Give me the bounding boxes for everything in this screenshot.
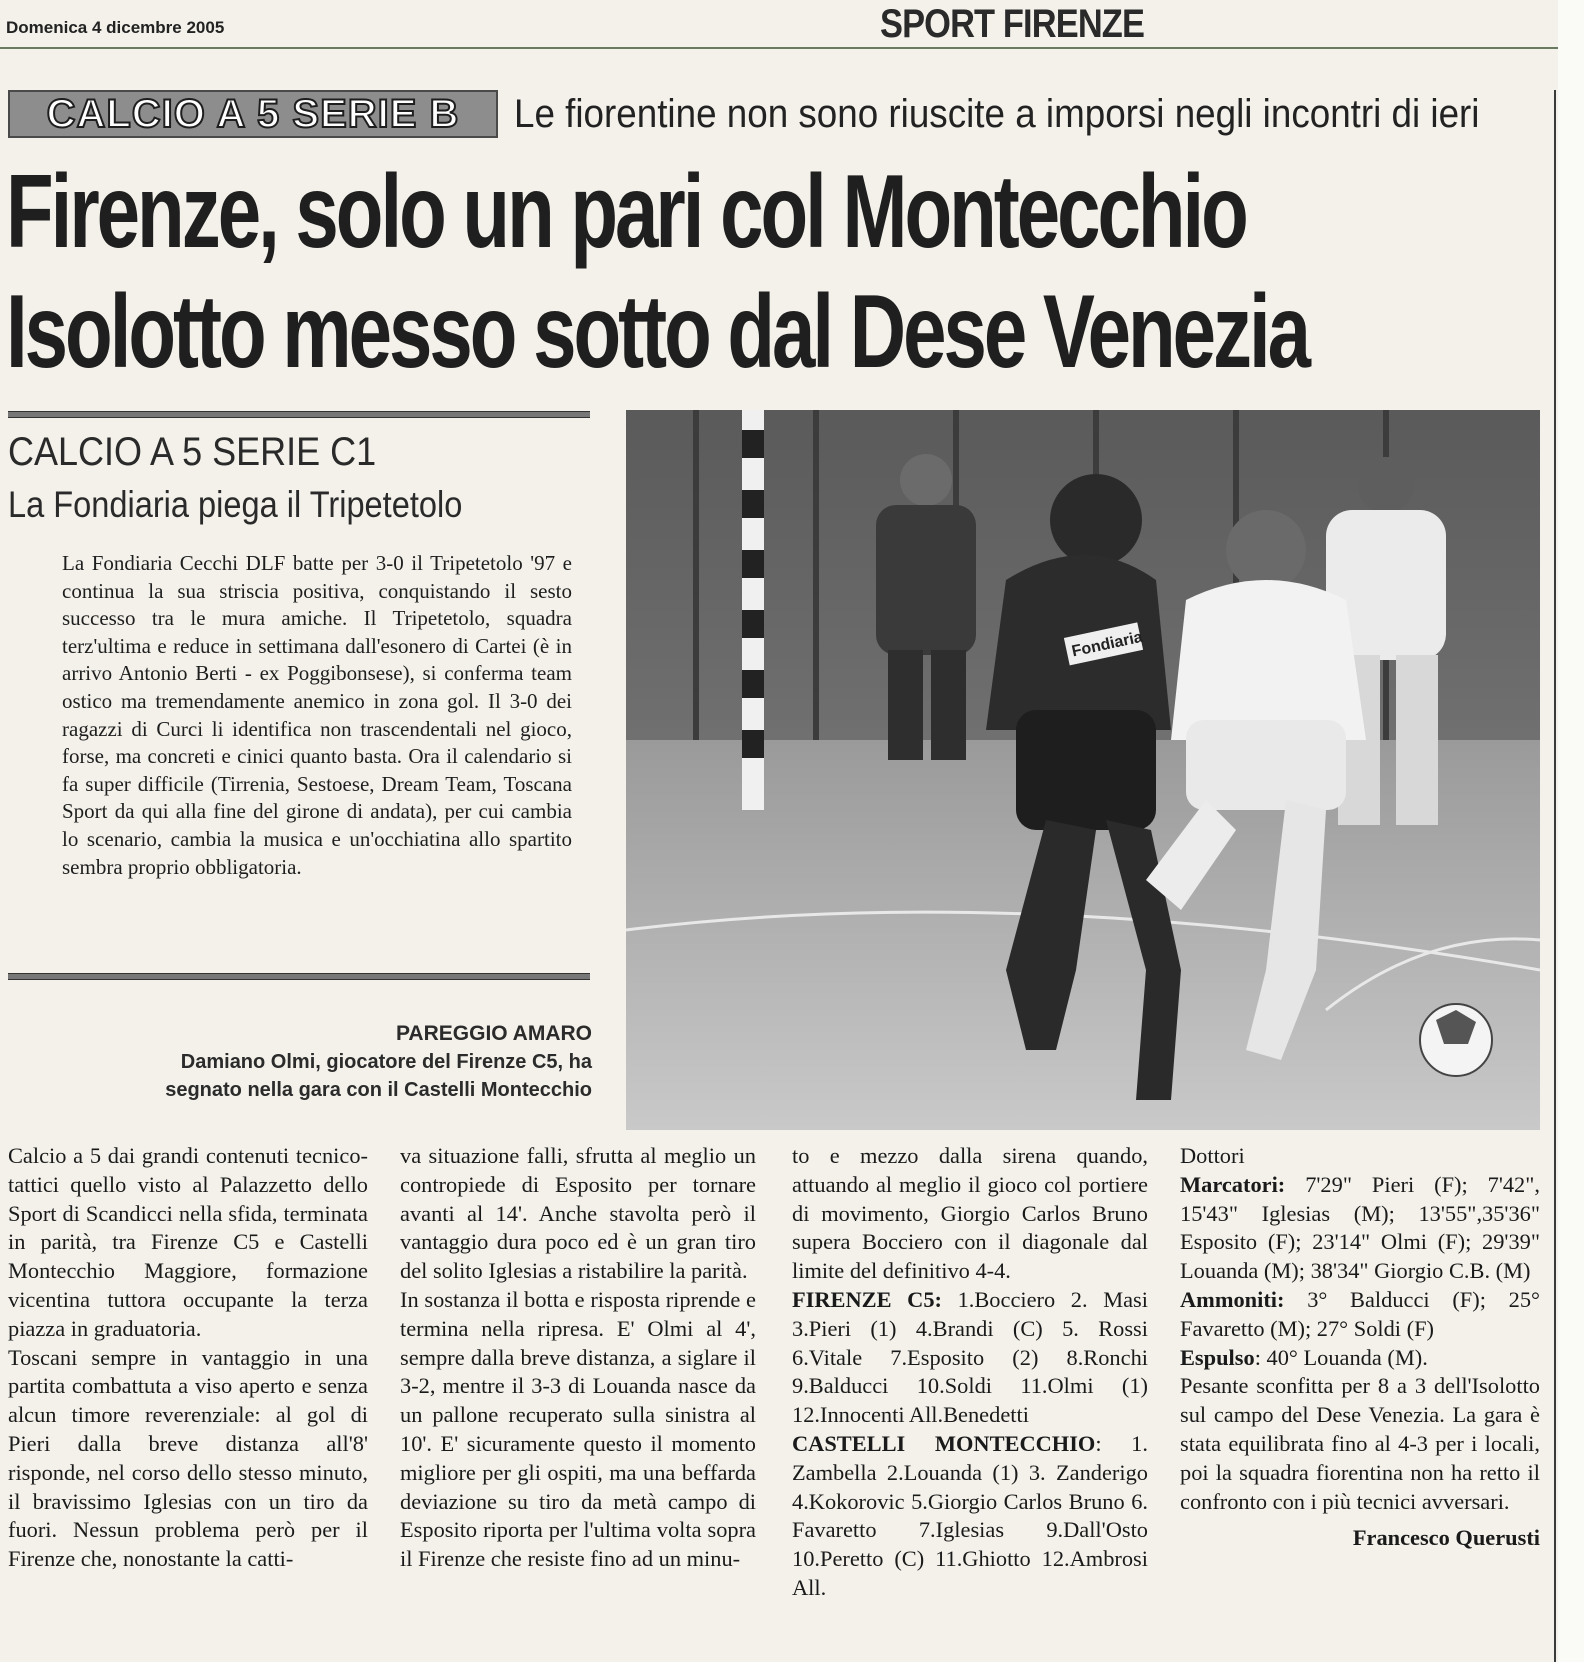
article-column-1 — [8, 1142, 368, 1574]
lineup-castelli-label: CASTELLI MONTECCHIO — [792, 1430, 1096, 1456]
bookings-label: Ammoniti: — [1180, 1286, 1285, 1312]
headline-line-2: Isolotto messo sotto dal Dese Venezia — [6, 274, 1309, 390]
side-article-kicker: CALCIO A 5 SERIE C1 — [8, 430, 377, 474]
article-paragraph: Calcio a 5 dai grandi contenuti tecnico-tattici quello visto al Palazzetto dello Sport di Scandicci nella sfida, terminata in parità, tra Firenze C5 e Castelli Montecchio Maggiore, formazione vicentina tuttora occupante la terza piazza in graduatoria. — [8, 1143, 368, 1341]
photo-caption — [100, 1020, 592, 1104]
article-paragraph: Toscani sempre in vantaggio in una partita combattuta a viso aperto e senza alcun timore reverenziale: al gol di Pieri dalla breve distanza all'8' risponde, nel corso dello stesso minuto, il bravissimo Iglesias con un tiro da fuori. Nessun problema però per il Firenze che, nonostante la catti- — [8, 1344, 368, 1572]
scorers-label: Marcatori: — [1180, 1171, 1286, 1197]
side-article-bottom-rule — [8, 973, 590, 980]
section-title: SPORT FIRENZE — [880, 2, 1145, 46]
jersey-text: Fondiaria — [1070, 628, 1145, 661]
page-margin — [1558, 0, 1584, 1662]
scorers-list: 7'29" Pieri (F); 7'42", 15'43" Iglesias (M); 13'55",35'36" Esposito (F); 23'14" Olmi (F); 29'39" Louanda (M); 38'34" Giorgio C.B. (M) — [1180, 1171, 1540, 1284]
byline: Francesco Querusti — [1352, 1525, 1540, 1551]
lineup-firenze-players: 1.Bocciero 2. Masi 3.Pieri (1) 4.Brandi (C) 5. Rossi 6.Vitale 7.Esposito (2) 8.Ronchi 9.Balducci 10.Soldi 11.Olmi (1) 12.Innocenti All.Benedetti — [792, 1286, 1148, 1428]
sending-off-label: Espulso — [1180, 1344, 1255, 1370]
sending-off — [1180, 1344, 1540, 1373]
kicker-box — [8, 90, 498, 138]
side-article-body: La Fondiaria Cecchi DLF batte per 3-0 il Tripetetolo '97 e continua la sua striscia positiva, conquistando il sesto successo tra le mura amiche. Il Tripetetolo, squadra terz'ultima e reduce in settimana dall'esonero di Cartei (è in arrivo Antonio Berti - ex Poggibonsese), si conferma team ostico ma tremendamente anemico in zona gol. Il 3-0 dei ragazzi di Curci li identifica non trascendentali nel gioco, forse, ma concreti e cinici quanto basta. Ora il calendario si fa super difficile (Tirrenia, Sestoese, Dream Team, Toscana Sport da qui alla fine del girone di andata), per cui cambia lo scenario, cambia la musica e un'occhiatina allo spartito sembra proprio obbligatoria. — [62, 551, 572, 879]
caption-text: Damiano Olmi, giocatore del Firenze C5, ha segnato nella gara con il Castelli Montecchio — [165, 1051, 592, 1101]
ball — [1420, 1004, 1492, 1076]
lineup-firenze-label: FIRENZE C5: — [792, 1286, 942, 1312]
column-rule — [1554, 90, 1556, 1662]
kicker-subtitle: Le fiorentine non sono riuscite a imporsi negli incontri di ieri — [514, 92, 1480, 136]
bookings — [1180, 1286, 1540, 1344]
caption-title: PAREGGIO AMARO — [395, 1022, 592, 1045]
coach-continuation: Dottori — [1180, 1143, 1245, 1168]
headline-line-1: Firenze, solo un pari col Montecchio — [6, 154, 1246, 270]
lineup-firenze — [792, 1286, 1148, 1430]
article-column-3 — [792, 1142, 1148, 1603]
article-paragraph: to e mezzo dalla sirena quando, attuando al meglio il gioco col portiere di movimento, Giorgio Carlos Bruno supera Bocciero con il diagonale dal limite del definitivo 4-4. — [792, 1143, 1148, 1284]
article-column-4 — [1180, 1142, 1540, 1553]
issue-date: Domenica 4 dicembre 2005 — [6, 18, 225, 37]
scorers — [1180, 1171, 1540, 1286]
kicker-label: CALCIO A 5 SERIE B — [46, 92, 460, 136]
article-paragraph: va situazione falli, sfrutta al meglio un contropiede di Esposito per tornare avanti al 14'. Anche stavolta però il vantaggio dura poco ed è un gran tiro del solito Iglesias a ristabilire la parità. — [400, 1143, 756, 1284]
masthead-rule — [0, 47, 1562, 49]
sending-off-text: : 40° Louanda (M). — [1254, 1344, 1428, 1370]
lineup-castelli-players: : 1. Zambella 2.Louanda (1) 3. Zanderigo 4.Kokorovic 5.Giorgio Carlos Bruno 6. Favaretto 7.Iglesias 9.Dall'Osto 10.Peretto (C) 11.Ghiotto 12.Ambrosi All. — [792, 1430, 1148, 1600]
match-photo — [626, 410, 1540, 1130]
side-article-headline: La Fondiaria piega il Tripetetolo — [8, 484, 463, 525]
lineup-castelli — [792, 1430, 1148, 1603]
article-paragraph: Pesante sconfitta per 8 a 3 dell'Isolotto sul campo del Dese Venezia. La gara è stata equilibrata fino al 4-3 per i locali, poi la squadra fiorentina non ha retto il confronto con i più tecnici avversari. — [1180, 1373, 1540, 1514]
side-article-top-rule — [8, 411, 590, 418]
article-column-2 — [400, 1142, 756, 1574]
bookings-list: 3° Balducci (F); 25° Favaretto (M); 27° Soldi (F) — [1180, 1286, 1540, 1341]
article-paragraph: In sostanza il botta e risposta riprende e termina nella ripresa. E' Olmi al 4', sempre dalla breve distanza, a siglare il 3-2, mentre il 3-3 di Louanda nasce da un pallone recuperato sulla sinistra al 10'. E' sicuramente questo il momento migliore per gli ospiti, ma una beffarda deviazione su tiro da metà campo di Esposito riporta per l'ultima volta sopra il Firenze che resiste fino ad un minu- — [400, 1286, 756, 1572]
